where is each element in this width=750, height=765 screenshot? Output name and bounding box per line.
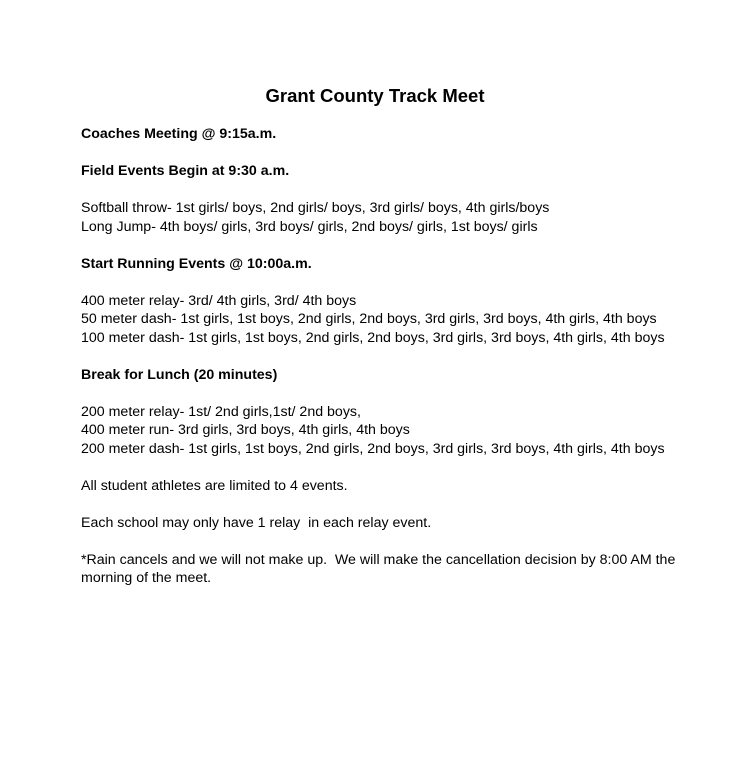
running-event-line: 50 meter dash- 1st girls, 1st boys, 2nd girls, 2nd boys, 3rd girls, 3rd boys, 4th girls, 4th boys [81,311,657,327]
document-body [81,125,681,606]
after-lunch-events-list [81,403,681,459]
lunch-break-heading: Break for Lunch (20 minutes) [81,366,278,383]
event-limit-note: All student athletes are limited to 4 events. [81,477,348,494]
running-event-line: 100 meter dash- 1st girls, 1st boys, 2nd girls, 2nd boys, 3rd girls, 3rd boys, 4th girls, 4th boys [81,329,665,346]
field-event-line: Softball throw- 1st girls/ boys, 2nd girls/ boys, 3rd girls/ boys, 4th girls/boys [81,200,550,216]
running-events-heading: Start Running Events @ 10:00a.m. [81,255,312,272]
rain-note: *Rain cancels and we will not make up. We will make the cancellation decision by 8:00 AM the morning of the meet. [81,551,680,586]
after-lunch-event-line: 200 meter relay- 1st/ 2nd girls,1st/ 2nd boys, [81,403,361,420]
field-events-heading: Field Events Begin at 9:30 a.m. [81,163,290,179]
coaches-meeting-heading: Coaches Meeting @ 9:15a.m. [81,126,277,142]
running-events-list [81,292,681,348]
document-title: Grant County Track Meet [265,85,485,106]
field-event-line: Long Jump- 4th boys/ girls, 3rd boys/ girls, 2nd boys/ girls, 1st boys/ girls [81,218,538,235]
running-event-line: 400 meter relay- 3rd/ 4th girls, 3rd/ 4th boys [81,292,357,309]
relay-note: Each school may only have 1 relay in each relay event. [81,514,432,531]
after-lunch-event-line: 200 meter dash- 1st girls, 1st boys, 2nd girls, 2nd boys, 3rd girls, 3rd boys, 4th girls, 4th boys [81,440,665,457]
after-lunch-event-line: 400 meter run- 3rd girls, 3rd boys, 4th girls, 4th boys [81,422,410,438]
field-events-list [81,199,681,236]
